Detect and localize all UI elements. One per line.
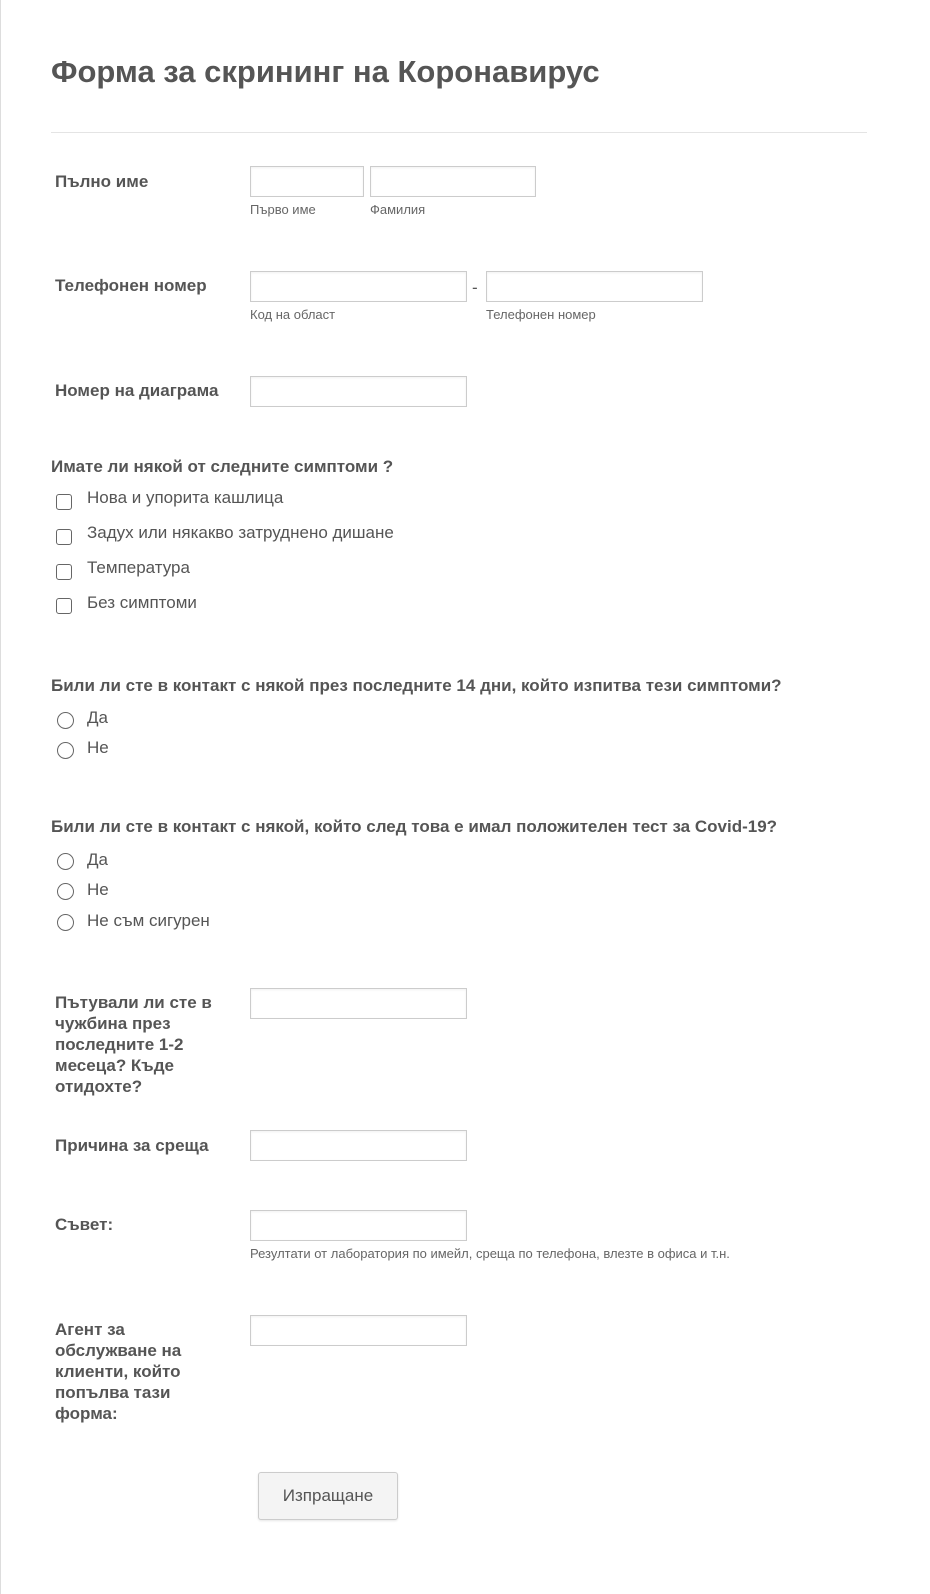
first-name-input[interactable] <box>250 166 364 197</box>
symptoms-question: Имате ли някой от следните симптоми ? <box>51 457 394 476</box>
advice-label: Съвет: <box>55 1215 114 1234</box>
phone-separator: - <box>472 278 478 297</box>
advice-input[interactable] <box>250 1210 467 1241</box>
contact-symptoms-question: Били ли сте в контакт с някой през последните 14 дни, който изпитва тези симптоми? <box>51 676 782 695</box>
page-title: Форма за скрининг на Коронавирус <box>51 54 600 89</box>
reason-input[interactable] <box>250 1130 467 1161</box>
chart-number-label: Номер на диаграма <box>55 381 219 400</box>
symptom-checkbox-2[interactable] <box>56 564 72 580</box>
phone-number-input[interactable] <box>486 271 703 302</box>
radio-option-label: Не <box>87 738 109 757</box>
advice-sublabel: Резултати от лаборатория по имейл, среща по телефона, влезте в офиса и т.н. <box>250 1246 730 1261</box>
symptom-option-label: Без симптоми <box>87 593 197 612</box>
symptom-option-label: Нова и упорита кашлица <box>87 488 284 507</box>
travel-label: Пътували ли сте в чужбина през последните 1-2 месеца? Къде отидохте? <box>55 993 212 1096</box>
phone-number-sublabel: Телефонен номер <box>486 307 596 322</box>
travel-input[interactable] <box>250 988 467 1019</box>
first-name-sublabel: Първо име <box>250 202 316 217</box>
divider <box>51 132 867 133</box>
area-code-input[interactable] <box>250 271 467 302</box>
radio-option-label: Да <box>87 850 108 869</box>
contact-symptoms-radio-1[interactable] <box>57 742 74 759</box>
contact-symptoms-radio-0[interactable] <box>57 712 74 729</box>
radio-option-label: Не съм сигурен <box>87 911 210 930</box>
last-name-sublabel: Фамилия <box>370 202 426 217</box>
reason-label: Причина за среща <box>55 1136 209 1155</box>
contact-positive-radio-1[interactable] <box>57 883 74 900</box>
contact-positive-question: Били ли сте в контакт с някой, който след това е имал положителен тест за Covid-19? <box>51 817 778 836</box>
last-name-input[interactable] <box>370 166 536 197</box>
symptom-checkbox-3[interactable] <box>56 598 72 614</box>
symptom-option-label: Задух или някакво затруднено дишане <box>87 523 394 542</box>
phone-label: Телефонен номер <box>55 276 207 295</box>
contact-positive-radio-2[interactable] <box>57 914 74 931</box>
symptom-checkbox-0[interactable] <box>56 494 72 510</box>
contact-positive-radio-0[interactable] <box>57 853 74 870</box>
submit-button[interactable]: Изпращане <box>258 1472 398 1520</box>
symptom-option-label: Температура <box>87 558 190 577</box>
radio-option-label: Не <box>87 880 109 899</box>
radio-option-label: Да <box>87 708 108 727</box>
chart-number-input[interactable] <box>250 376 467 407</box>
agent-input[interactable] <box>250 1315 467 1346</box>
area-code-sublabel: Код на област <box>250 307 336 322</box>
symptom-checkbox-1[interactable] <box>56 529 72 545</box>
agent-label: Агент за обслужване на клиенти, който попълва тази форма: <box>55 1320 182 1423</box>
full-name-label: Пълно име <box>55 172 149 191</box>
